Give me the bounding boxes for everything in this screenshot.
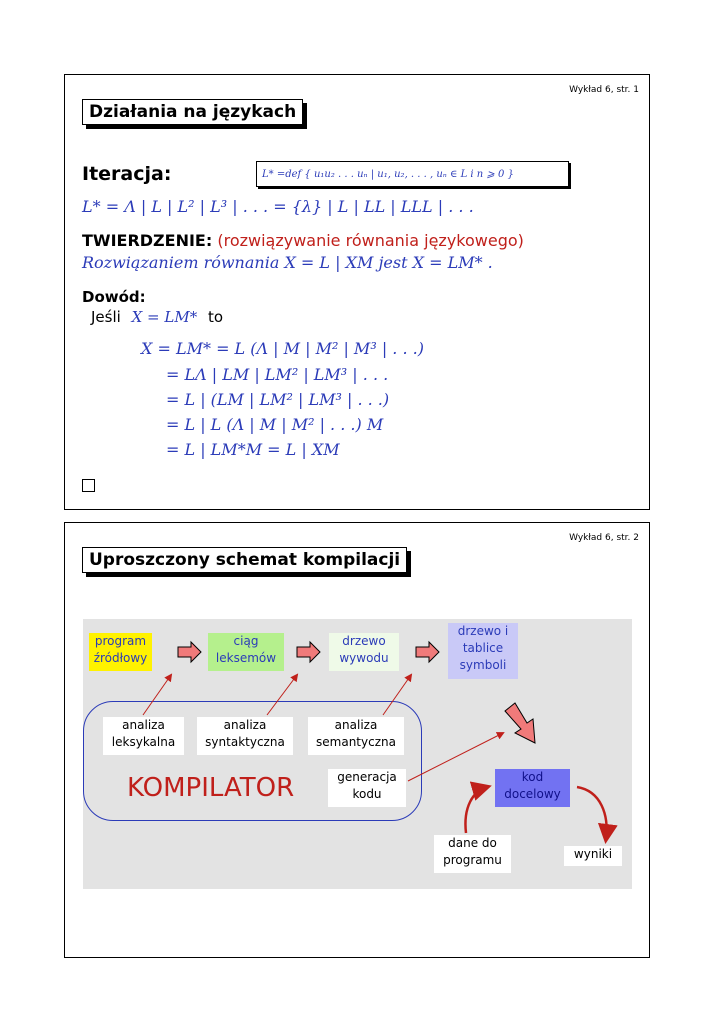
block-arrow-icon [505,703,535,743]
proof-line: X = LM* = L (Λ | M | M² | M³ | . . .) [141,339,424,358]
iteration-heading: Iteracja: [82,163,172,185]
diagram-arrows [83,619,632,889]
compiler-label: KOMPILATOR [127,773,295,803]
box-line: analiza [122,718,165,732]
theorem-statement: Rozwiązaniem równania X = L | XM jest X = LM* . [82,253,493,272]
box-line: wywodu [339,651,389,665]
box-line: analiza [223,718,267,732]
proof-intro [91,308,223,326]
box-line: leksemów [215,651,277,665]
slide-1 [64,74,650,510]
proof-line: = L | L (Λ | M | M² | . . .) M [166,415,384,434]
page-number: Wykład 6, str. 2 [569,533,639,543]
box-line: symboli [459,658,507,672]
proof-line: = L | (LM | LM² | LM³ | . . .) [166,390,390,409]
proof-if: Jeśli [91,308,121,326]
proof-line: = L | LM*M = L | XM [166,440,340,459]
slide-2 [64,522,650,958]
box-line: ciąg [233,634,259,648]
arrow-icon [267,675,297,715]
proof-then: to [207,308,224,326]
box-line: analiza [334,718,378,732]
box-line: docelowy [504,787,561,801]
proof-if-expr: X = LM* [131,308,198,326]
box-line: syntaktyczna [205,735,285,749]
proof-heading: Dowód: [82,288,146,306]
iteration-formula: L* = Λ | L | L² | L³ | . . . = {λ} | L | LL | LLL | . . . [82,197,474,216]
box-line: generacja [337,770,397,784]
box-line: kodu [352,787,382,801]
block-arrow-icon [416,642,439,662]
qed-square-icon [82,479,95,492]
theorem-label: TWIERDZENIE: [82,231,213,250]
curved-arrow-icon [577,787,607,839]
box-line: programu [443,853,502,867]
box-line: drzewo i [457,624,509,638]
arrow-icon [383,675,411,715]
arrow-icon [143,675,171,715]
page-number: Wykład 6, str. 1 [569,85,639,95]
definition-box: L* =def { u₁u₂ . . . uₙ | u₁, u₂, . . . , uₙ ∈ L i n ⩾ 0 } [256,161,569,187]
box-line: semantyczna [316,735,396,749]
box-line: dane do [448,836,497,850]
box-line: wyniki [573,847,613,861]
box-line: program [94,634,147,648]
proof-line: = LΛ | LM | LM² | LM³ | . . . [166,365,389,384]
box-line: tablice [462,641,504,655]
box-line: kod [521,770,544,784]
box-line: drzewo [342,634,386,648]
arrow-icon [408,733,503,781]
block-arrow-icon [297,642,320,662]
box-line: leksykalna [111,735,176,749]
theorem-line [82,231,524,250]
slide-title: Działania na językach [82,99,303,125]
compilation-diagram [83,619,632,889]
slide-title: Uproszczony schemat kompilacji [82,547,407,573]
theorem-note: (rozwiązywanie równania językowego) [217,231,524,250]
box-line: źródłowy [93,651,148,665]
curved-arrow-icon [465,787,487,833]
block-arrow-icon [178,642,201,662]
